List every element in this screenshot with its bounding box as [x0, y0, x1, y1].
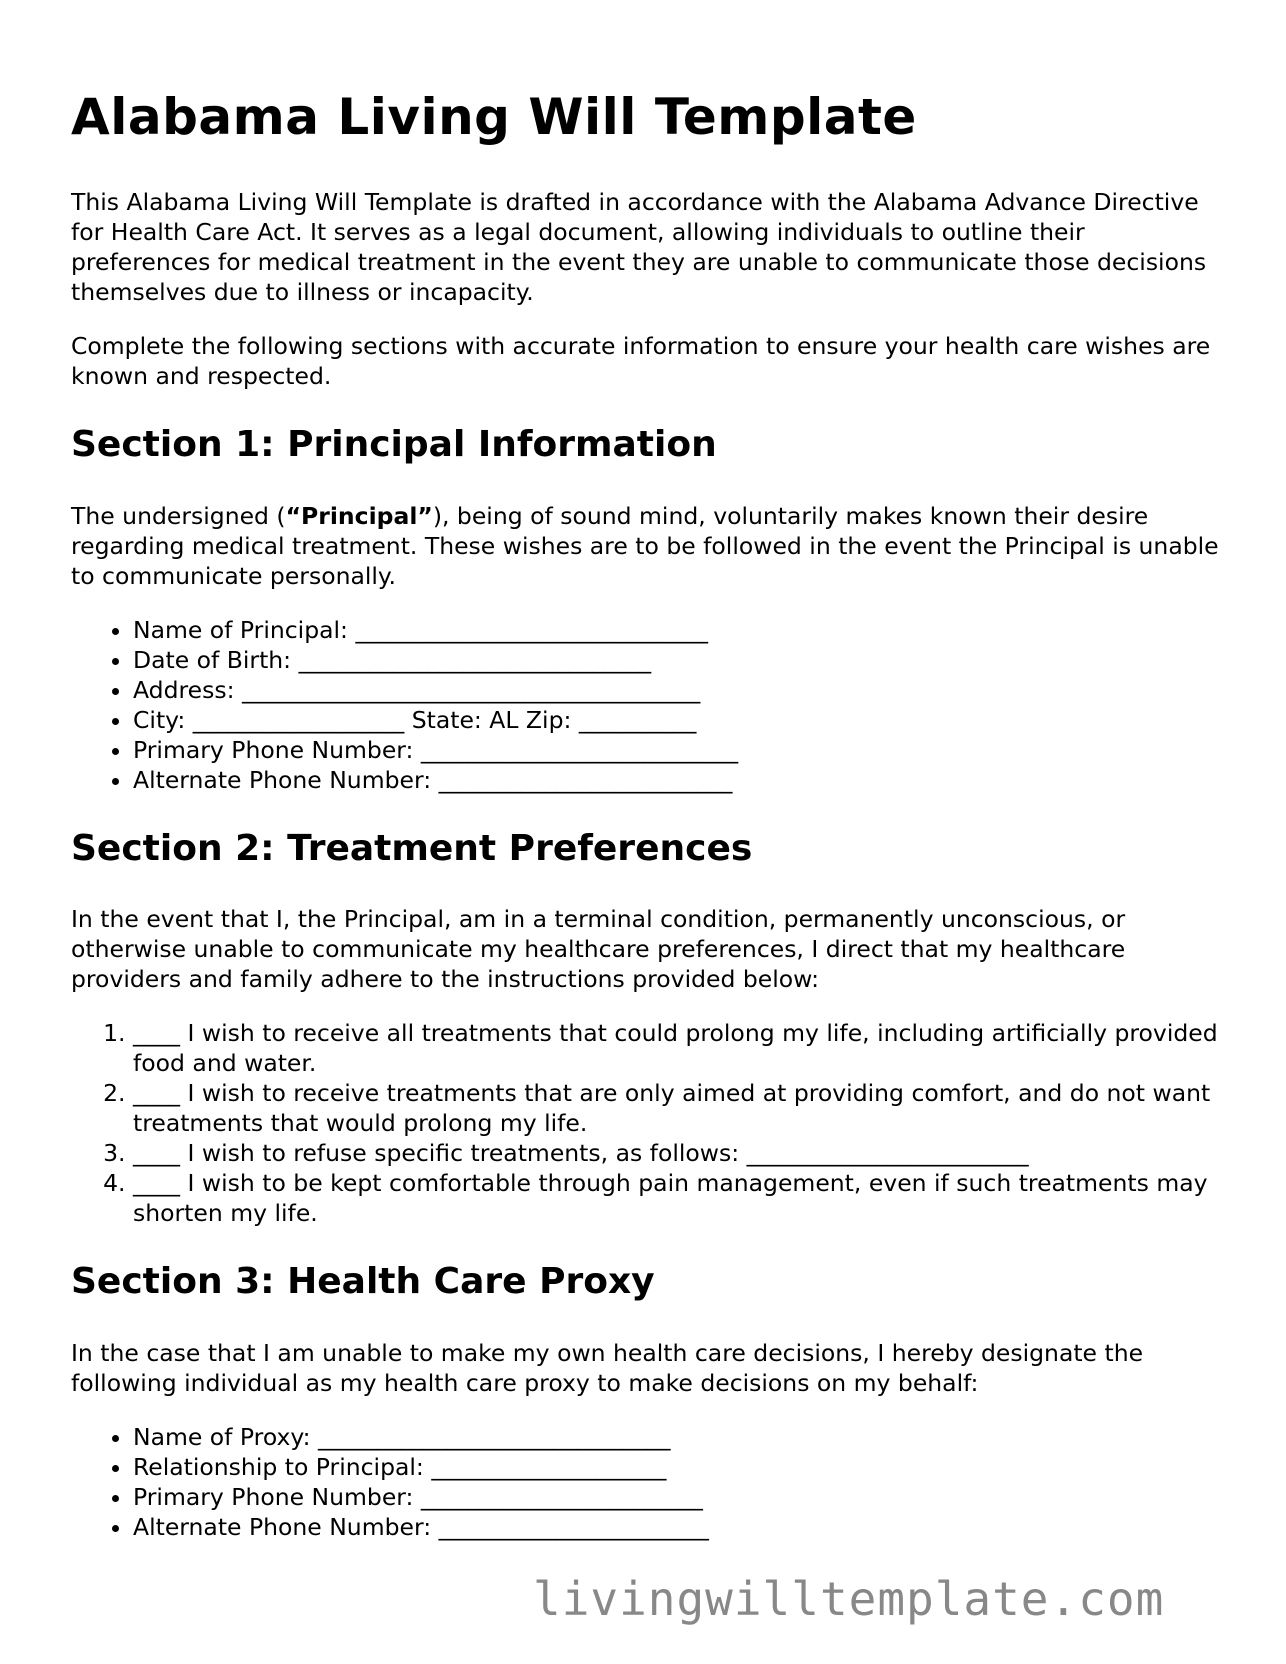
principal-city-state-zip-field: • City: __________________ State: AL Zip: __________: [133, 705, 1221, 735]
principal-term: “Principal”: [285, 501, 433, 530]
section-3-paragraph: In the case that I am unable to make my own health care decisions, I hereby designate the following individual as my health care proxy to make decisions on my behalf:: [71, 1338, 1144, 1397]
treatment-option: 4. ____ I wish to be kept comfortable through pain management, even if such treatments may shorten my life.: [133, 1168, 1221, 1228]
proxy-relationship-field: • Relationship to Principal: ____________________: [133, 1452, 1221, 1482]
proxy-primary-phone-field: • Primary Phone Number: ________________________: [133, 1482, 1221, 1512]
proxy-name-field: • Name of Proxy: ______________________________: [133, 1422, 1221, 1452]
principal-alternate-phone-field: • Alternate Phone Number: _________________________: [133, 765, 1221, 795]
section-1-text-before: The undersigned (: [71, 501, 286, 530]
principal-address-field: • Address: _______________________________________: [133, 675, 1221, 705]
section-1-paragraph: [71, 501, 1221, 591]
page-title: Alabama Living Will Template: [71, 88, 917, 146]
section-1-heading: Section 1: Principal Information: [71, 424, 717, 465]
section-1-text-after: ), being of sound mind, voluntarily makes known their desire regarding medical treatment. These wishes are to be followed in the event the Principal is unable to communicate personally.: [71, 501, 1219, 590]
proxy-alternate-phone-field: • Alternate Phone Number: _______________________: [133, 1512, 1221, 1542]
site-watermark: livingwilltemplate.com: [533, 1572, 1165, 1626]
proxy-fields-list: [71, 1422, 1221, 1542]
treatment-option: 3. ____ I wish to refuse specific treatments, as follows: ________________________: [133, 1138, 1221, 1168]
intro-paragraph-1: This Alabama Living Will Template is drafted in accordance with the Alabama Advance Directive for Health Care Act. It serves as a legal document, allowing individuals to outline their preferences for medical treatment in the event they are unable to communicate those decisions themselves due to illness or incapacity.: [71, 188, 1207, 306]
treatment-option: 2. ____ I wish to receive treatments that are only aimed at providing comfort, and do not want treatments that would prolong my life.: [133, 1078, 1221, 1138]
principal-fields-list: [71, 615, 1221, 795]
document-page: [71, 78, 1221, 1566]
treatment-options-list: [71, 1018, 1221, 1228]
principal-dob-field: • Date of Birth: ______________________________: [133, 645, 1221, 675]
section-3-heading: Section 3: Health Care Proxy: [71, 1261, 655, 1303]
principal-name-field: • Name of Principal: ______________________________: [133, 615, 1221, 645]
principal-primary-phone-field: • Primary Phone Number: ___________________________: [133, 735, 1221, 765]
section-2-paragraph: In the event that I, the Principal, am in a terminal condition, permanently unconscious, or otherwise unable to communicate my healthcare preferences, I direct that my healthcare providers and family adhere to the instructions provided below:: [71, 905, 1126, 994]
intro-paragraph-2: Complete the following sections with accurate information to ensure your health care wishes are known and respected.: [71, 332, 1211, 390]
treatment-option: 1. ____ I wish to receive all treatments that could prolong my life, including artificially provided food and water.: [133, 1018, 1221, 1078]
section-2-heading: Section 2: Treatment Preferences: [71, 827, 753, 869]
